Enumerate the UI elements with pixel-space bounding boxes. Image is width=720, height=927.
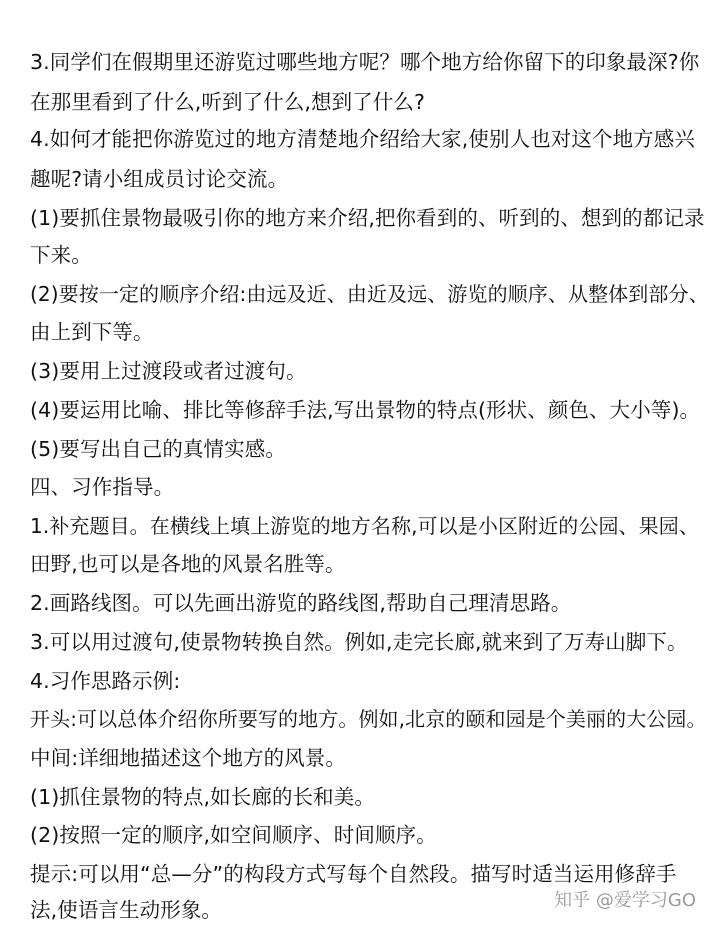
text-line: 田野,也可以是各地的风景名胜等。 (30, 552, 346, 576)
text-line: (1)抓住景物的特点,如长廊的长和美。 (30, 785, 375, 809)
text-line: 3.可以用过渡句,使景物转换自然。例如,走完长廊,就来到了万寿山脚下。 (30, 630, 688, 654)
text-line: 由上到下等。 (30, 320, 154, 344)
text-line: (5)要写出自己的真情实感。 (30, 437, 286, 461)
text-line: 开头:可以总体介绍你所要写的地方。例如,北京的颐和园是个美丽的大公园。 (30, 707, 707, 731)
text-line: 法,使语言生动形象。 (30, 898, 223, 922)
text-line: 提示:可以用“总—分”的构段方式写每个自然段。描写时适当运用修辞手 (30, 862, 677, 886)
text-line: 4.习作思路示例: (30, 669, 181, 693)
text-line: (1)要抓住景物最吸引你的地方来介绍,把你看到的、听到的、想到的都记录 (30, 206, 705, 230)
text-line: 3.同学们在假期里还游览过哪些地方呢？哪个地方给你留下的印象最深?你 (30, 50, 700, 74)
text-line: (3)要用上过渡段或者过渡句。 (30, 359, 307, 383)
text-line: (2)按照一定的顺序,如空间顺序、时间顺序。 (30, 823, 437, 847)
text-line: (2)要按一定的顺序介绍:由远及近、由近及远、游览的顺序、从整体到部分、 (30, 282, 709, 306)
text-line: (4)要运用比喻、排比等修辞手法,写出景物的特点(形状、颜色、大小等)。 (30, 398, 701, 422)
section-heading: 四、习作指导。 (30, 475, 175, 499)
text-line: 趣呢?请小组成员讨论交流。 (30, 167, 289, 191)
text-line: 在那里看到了什么,听到了什么,想到了什么? (30, 90, 426, 114)
text-line: 4.如何才能把你游览过的地方清楚地介绍给大家,使别人也对这个地方感兴 (30, 127, 695, 151)
text-line: 下来。 (30, 243, 92, 267)
text-line: 1.补充题目。在横线上填上游览的地方名称,可以是小区附近的公园、果园、 (30, 514, 699, 538)
text-line: 2.画路线图。可以先画出游览的路线图,帮助自己理清思路。 (30, 591, 572, 615)
watermark: 知乎 @爱学习GO (554, 890, 696, 911)
text-line: 中间:详细地描述这个地方的风景。 (30, 746, 347, 770)
